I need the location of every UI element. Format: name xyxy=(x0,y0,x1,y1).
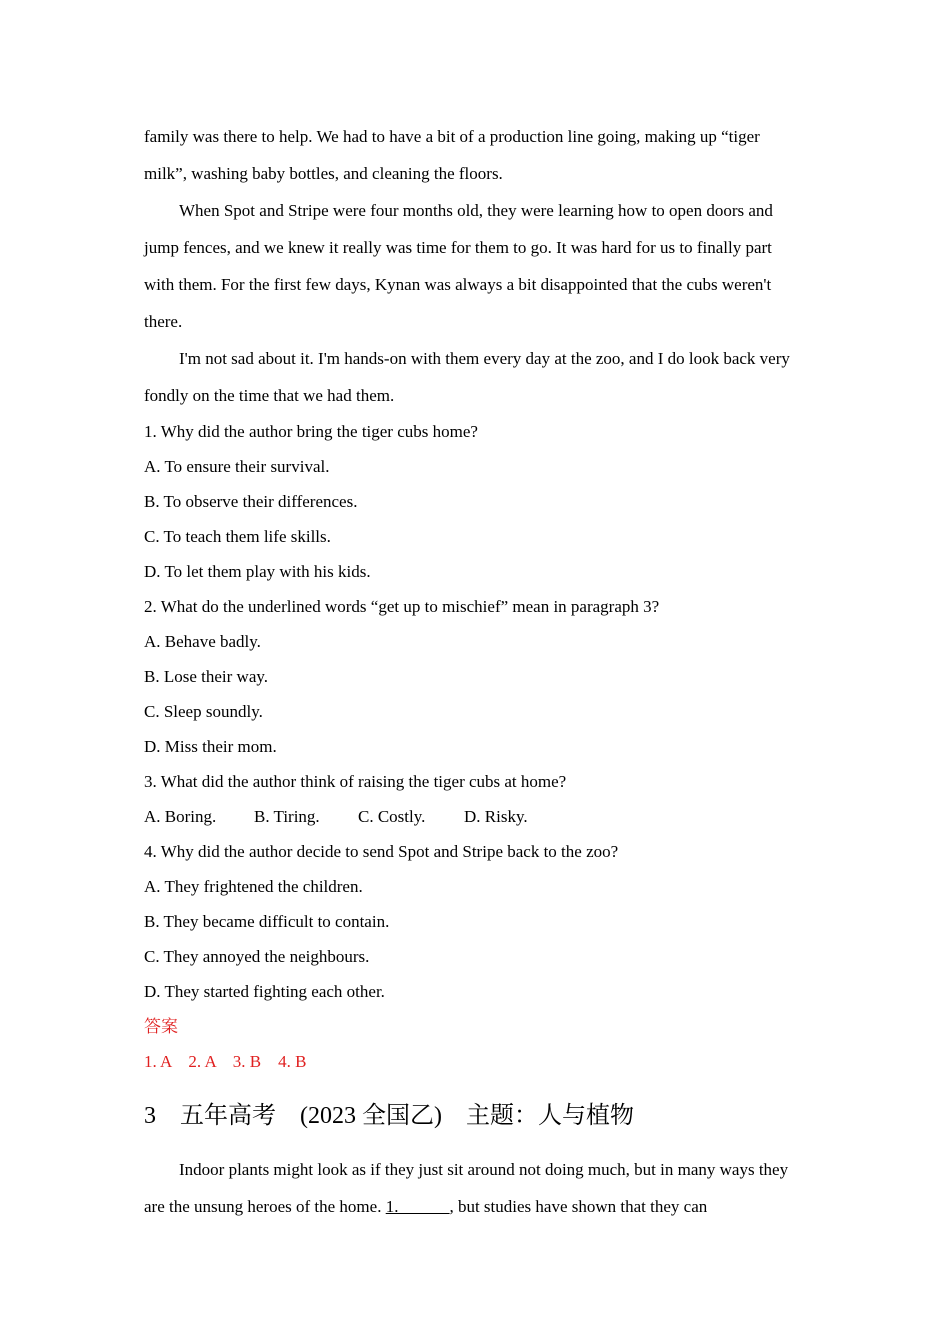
question-option: B. Lose their way. xyxy=(144,667,269,686)
question-option: C. Sleep soundly. xyxy=(144,702,263,721)
page-content xyxy=(144,118,794,1225)
question-option: A. Behave badly. xyxy=(144,632,261,651)
question-option: C. They annoyed the neighbours. xyxy=(144,947,370,966)
question-option: A. They frightened the children. xyxy=(144,877,363,896)
answer-key: 1. A 2. A 3. B 4. B xyxy=(144,1052,307,1071)
passage-paragraph: I'm not sad about it. I'm hands-on with them every day at the zoo, and I do look back very fondly on the time that we had them. xyxy=(144,349,790,405)
question-option: A. Boring. xyxy=(144,807,217,826)
question-option: D. They started fighting each other. xyxy=(144,982,385,1001)
question-options-row xyxy=(144,799,794,834)
passage-text: , but studies have shown that they can xyxy=(449,1197,708,1216)
blank-1: 1.______ xyxy=(385,1197,450,1216)
passage-paragraph: When Spot and Stripe were four months old, they were learning how to open doors and jump fences, and we knew it really was time for them to go. It was hard for us to finally part with them. For the first few days, Kynan was always a bit disappointed that the cubs weren't there. xyxy=(144,201,773,331)
question-option: C. To teach them life skills. xyxy=(144,527,331,546)
question-option: B. Tiring. xyxy=(254,807,320,826)
question-stem: 4. Why did the author decide to send Spot and Stripe back to the zoo? xyxy=(144,842,619,861)
question-stem: 2. What do the underlined words “get up to mischief” mean in paragraph 3? xyxy=(144,597,660,616)
section-heading: 3 五年高考 (2023 全国乙) 主题：人与植物 xyxy=(144,1103,634,1129)
question-stem: 1. Why did the author bring the tiger cubs home? xyxy=(144,422,478,441)
question-option: B. To observe their differences. xyxy=(144,492,358,511)
question-option: B. They became difficult to contain. xyxy=(144,912,390,931)
answer-label: 答案 xyxy=(144,1017,178,1036)
question-option: D. Risky. xyxy=(464,807,528,826)
passage-paragraph xyxy=(144,1151,794,1225)
question-stem: 3. What did the author think of raising the tiger cubs at home? xyxy=(144,772,567,791)
question-option: D. To let them play with his kids. xyxy=(144,562,371,581)
question-option: C. Costly. xyxy=(358,807,426,826)
question-option: A. To ensure their survival. xyxy=(144,457,330,476)
question-option: D. Miss their mom. xyxy=(144,737,277,756)
passage-text: Indoor plants might look as if they just sit around not doing much, but in many ways they are the unsung heroes of the home. xyxy=(144,1160,789,1216)
passage-paragraph: family was there to help. We had to have a bit of a production line going, making up “tiger milk”, washing baby bottles, and cleaning the floors. xyxy=(144,127,760,183)
